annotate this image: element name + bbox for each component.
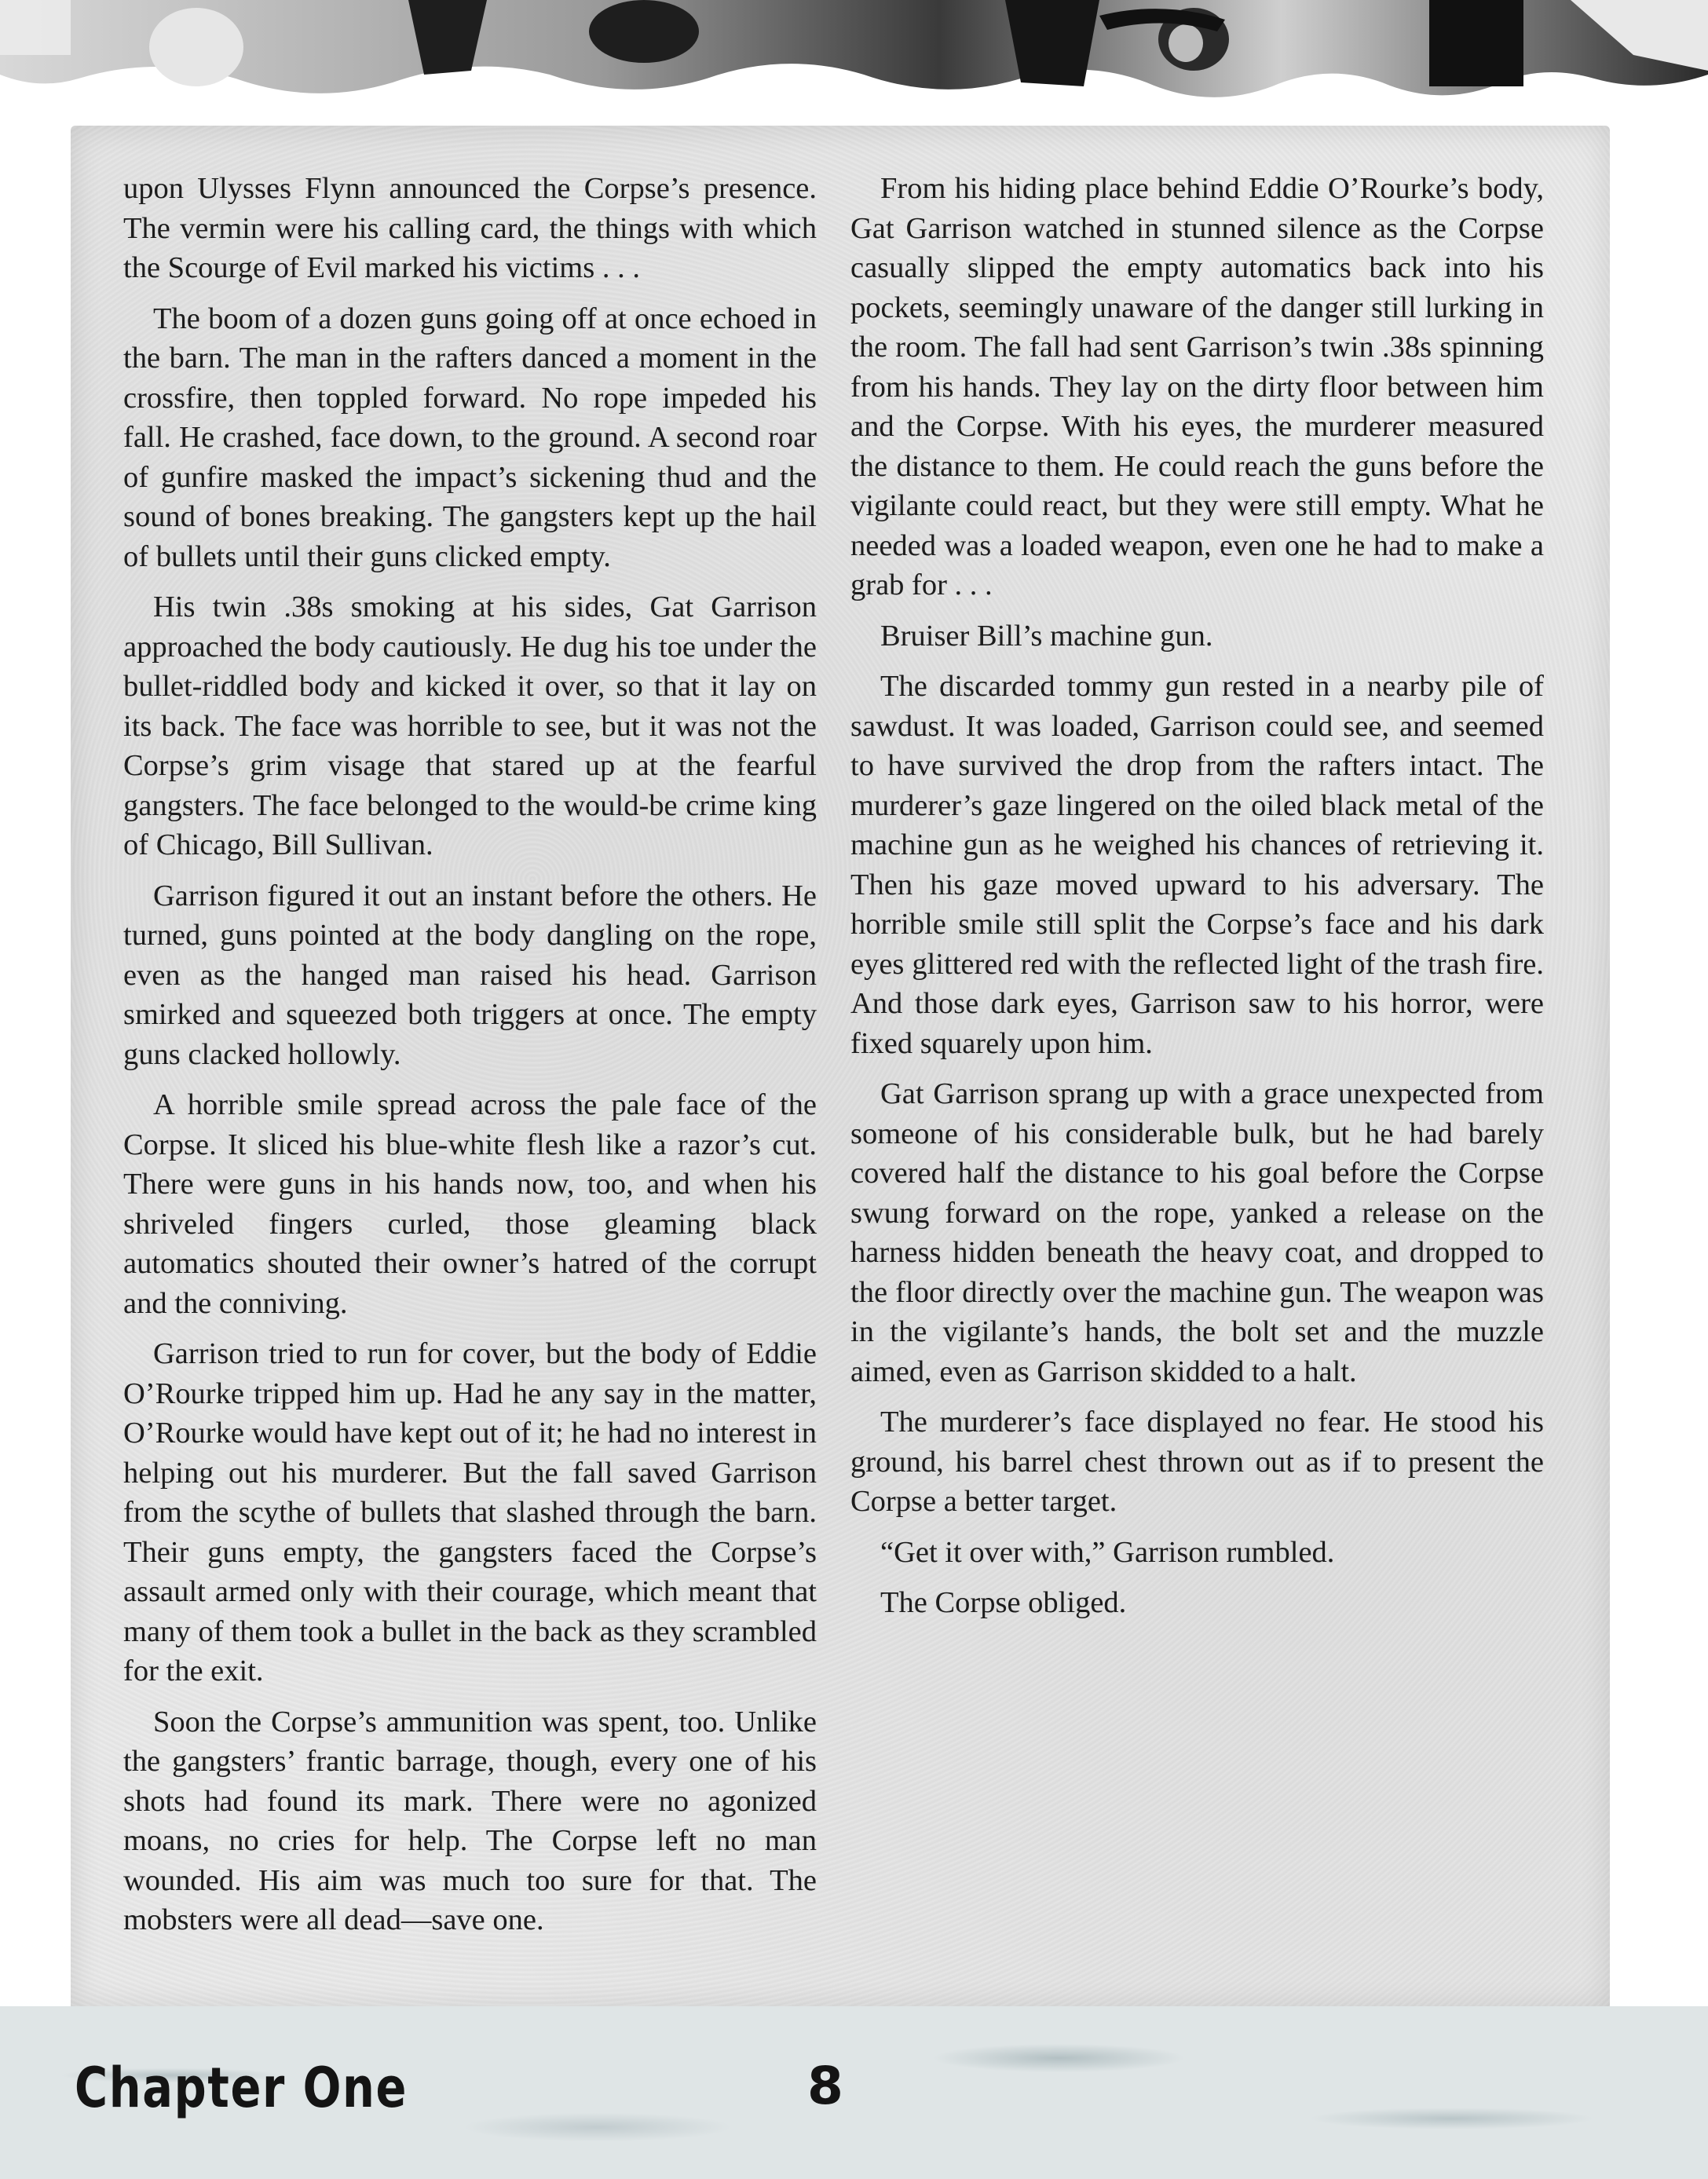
paragraph: The discarded tommy gun rested in a nearby pile of sawdust. It was loaded, Garrison could see, and seemed to have survived the drop from the rafters intact. The murderer’s gaze lingered on the oiled black metal of the machine gun as he weighed his chances of retrieving it. Then his gaze moved upward to his adversary. The horrible smile still split the Corpse’s face and his dark eyes glittered red with the reflected light of the trash fire. And those dark eyes, Garrison saw to his horror, were fixed squarely upon him.	[850, 670, 1544, 1060]
chapter-title: Chapter One	[75, 2056, 408, 2120]
paragraph: Garrison figured it out an instant before the others. He turned, guns pointed at the body dangling on the rope, even as the hanged man raised his head. Garrison smirked and squeezed both triggers at once. The empty guns clacked hollowly.	[123, 879, 817, 1071]
paragraph: Gat Garrison sprang up with a grace unexpected from someone of his considerable bulk, but he had barely covered half the distance to his goal before the Corpse swung forward on the rope, yanked a release on the harness hidden beneath the heavy coat, and dropped to the floor directly over the machine gun. The weapon was in the vigilante’s hands, the bolt set and the muzzle aimed, even as Garrison skidded to a halt.	[850, 1077, 1544, 1388]
paragraph: “Get it over with,” Garrison rumbled.	[880, 1535, 1335, 1569]
left-text-column	[123, 169, 817, 1951]
paragraph: From his hiding place behind Eddie O’Rourke’s body, Gat Garrison watched in stunned silence as the Corpse casually slipped the empty automatics back into his pockets, seemingly unaware of the danger still lurking in the room. The fall had sent Garrison’s twin .38s spinning from his hands. They lay on the dirty floor between him and the Corpse. With his eyes, the murderer measured the distance to them. He could reach the guns before the vigilante could react, but they were still empty. What he needed was a loaded weapon, even one he had to make a grab for . . .	[850, 172, 1544, 601]
paragraph: His twin .38s smoking at his sides, Gat Garrison approached the body cautiously. He dug his toe under the bullet-riddled body and kicked it over, so that it lay on its back. The face was horrible to see, but it was not the Corpse’s grim visage that stared up at the fearful gangsters. The face belonged to the would-be crime king of Chicago, Bill Sullivan.	[123, 590, 817, 861]
paragraph: upon Ulysses Flynn announced the Corpse’s presence. The vermin were his calling card, the things with which the Scourge of Evil marked his victims . . .	[123, 172, 817, 284]
paragraph: Soon the Corpse’s ammunition was spent, too. Unlike the gangsters’ frantic barrage, though, every one of his shots had found its mark. There were no agonized moans, no cries for help. The Corpse left no man wounded. His aim was much too sure for that. The mobsters were all dead—save one.	[123, 1705, 817, 1936]
paragraph: The Corpse obliged.	[880, 1586, 1127, 1619]
page-number: 8	[807, 2056, 843, 2116]
comic-art-banner	[0, 0, 1708, 118]
paragraph: A horrible smile spread across the pale face of the Corpse. It sliced his blue-white flesh like a razor’s cut. There were guns in his hands now, too, and when his shriveled fingers curled, those gleaming black automatics shouted their owner’s hatred of the corrupt and the conniving.	[123, 1088, 817, 1320]
comic-illustration	[0, 0, 1708, 118]
paragraph: The boom of a dozen guns going off at once echoed in the barn. The man in the rafters danced a moment in the crossfire, then toppled forward. No rope impeded his fall. He crashed, face down, to the ground. A second roar of gunfire masked the impact’s sickening thud and the sound of bones breaking. The gangsters kept up the hail of bullets until their guns clicked empty.	[123, 302, 817, 573]
right-text-column	[850, 169, 1544, 1634]
paragraph: The murderer’s face displayed no fear. He stood his ground, his barrel chest thrown out as if to present the Corpse a better target.	[850, 1406, 1544, 1518]
paragraph: Garrison tried to run for cover, but the body of Eddie O’Rourke tripped him up. Had he any say in the matter, O’Rourke would have kept out of it; he had no interest in helping out his murderer. But the fall saved Garrison from the scythe of bullets that slashed through the barn. Their guns empty, the gangsters faced the Corpse’s assault armed only with their courage, which meant that many of them took a bullet in the back as they scrambled for the exit.	[123, 1337, 817, 1687]
paragraph: Bruiser Bill’s machine gun.	[880, 619, 1213, 653]
